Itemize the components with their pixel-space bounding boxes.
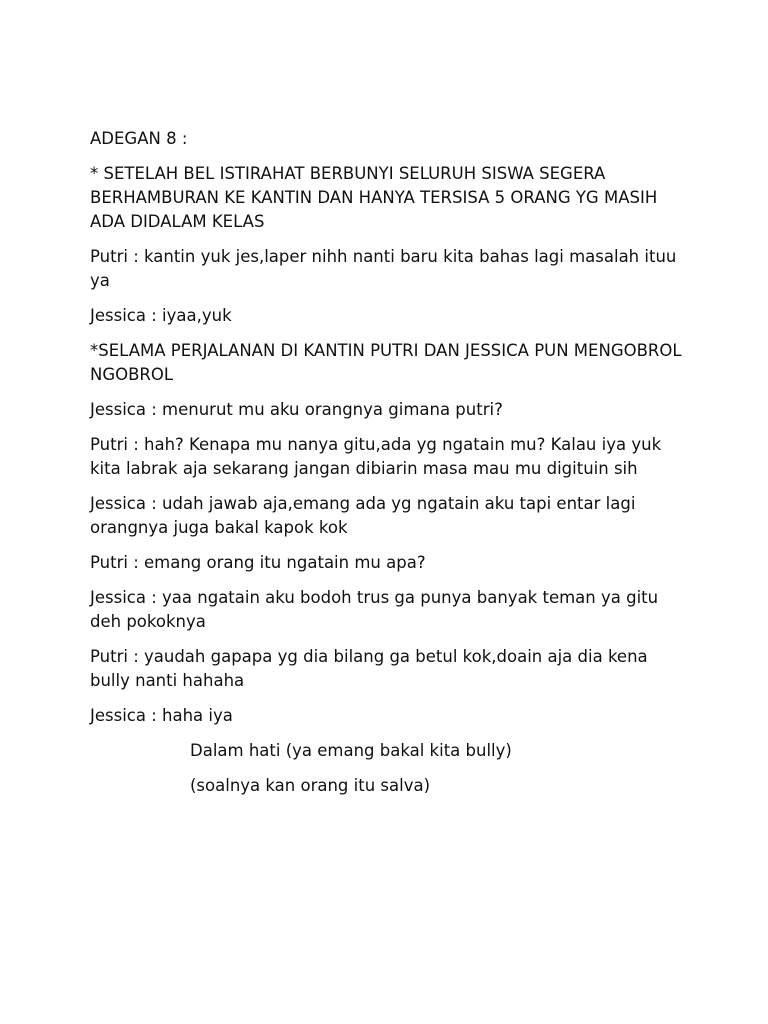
dialogue-line: Jessica : udah jawab aja,emang ada yg ngatain aku tapi entar lagi orangnya juga bakal kapok kok bbox=[90, 494, 636, 537]
dialogue-line: Jessica : iyaa,yuk bbox=[90, 306, 232, 325]
inner-thought-line: Dalam hati (ya emang bakal kita bully) bbox=[190, 741, 512, 760]
dialogue-line: Jessica : yaa ngatain aku bodoh trus ga punya banyak teman ya gitu deh pokoknya bbox=[90, 588, 659, 631]
inner-thought-line: (soalnya kan orang itu salva) bbox=[190, 776, 431, 795]
dialogue-line: Putri : yaudah gapapa yg dia bilang ga betul kok,doain aja dia kena bully nanti hahaha bbox=[90, 647, 648, 690]
dialogue-line: Putri : emang orang itu ngatain mu apa? bbox=[90, 553, 426, 572]
stage-direction: * SETELAH BEL ISTIRAHAT BERBUNYI SELURUH SISWA SEGERA BERHAMBURAN KE KANTIN DAN HANYA TERSISA 5 ORANG YG MASIH ADA DIDALAM KELAS bbox=[90, 164, 658, 231]
script-content bbox=[90, 127, 690, 809]
dialogue-line: Putri : kantin yuk jes,laper nihh nanti baru kita bahas lagi masalah ituu ya bbox=[90, 247, 677, 290]
stage-direction: *SELAMA PERJALANAN DI KANTIN PUTRI DAN JESSICA PUN MENGOBROL NGOBROL bbox=[90, 341, 682, 384]
dialogue-line: Putri : hah? Kenapa mu nanya gitu,ada yg ngatain mu? Kalau iya yuk kita labrak aja sekarang jangan dibiarin masa mau mu digituin sih bbox=[90, 435, 662, 478]
dialogue-line: Jessica : haha iya bbox=[90, 706, 233, 725]
dialogue-line: Jessica : menurut mu aku orangnya gimana putri? bbox=[90, 400, 503, 419]
scene-heading: ADEGAN 8 : bbox=[90, 129, 188, 148]
